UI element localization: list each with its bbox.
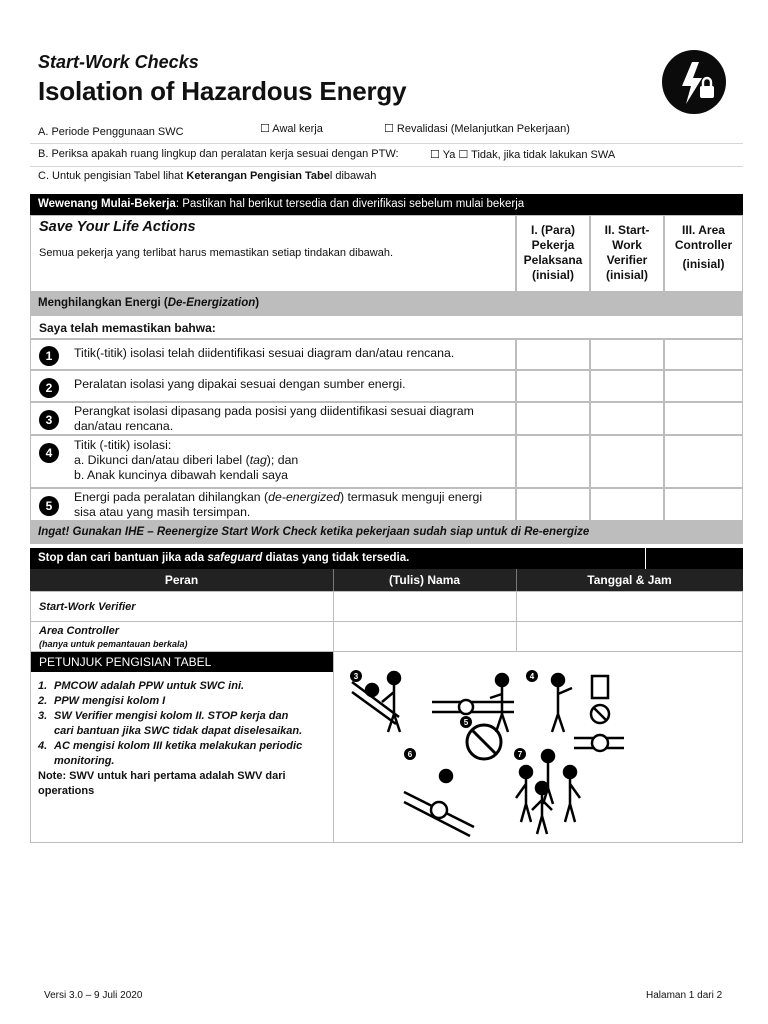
- row-b: [30, 143, 743, 167]
- instructions-list: 1. PMCOW adalah PPW untuk SWC ini. 2. PPW mengisi kolom I 3. SW Verifier mengisi kolom II. STOP kerja dan cari bantuan jika SWC tidak dapat diselesaikan. 4. AC mengisi kolom III ketika melakukan periodic monitoring. Note: SWV untuk hari pertama adalah SWV dari operations: [38, 680, 303, 797]
- remember-bar: Ingat! Gunakan IHE – Reenergize Start Work Check ketika pekerjaan sudah siap untuk di Re-energize: [30, 521, 743, 544]
- col-header-controller: III. Area Controller (inisial): [664, 215, 743, 292]
- sign-table-header: Peran (Tulis) Nama Tanggal & Jam: [30, 569, 743, 591]
- initial-cell-3-pekerja[interactable]: [516, 402, 590, 435]
- items-table: [30, 339, 743, 520]
- confirm-row: Saya telah memastikan bahwa:: [30, 315, 743, 339]
- col-header-verifier: II. Start- Work Verifier (inisial): [590, 215, 664, 292]
- actions-desc: Semua pekerja yang terlibat harus memastikan setiap tindakan dibawah.: [39, 247, 394, 259]
- footer-page: Halaman 1 dari 2: [646, 990, 723, 1001]
- footer-version: Versi 3.0 – 9 Juli 2020: [44, 990, 143, 1001]
- row-a: [30, 120, 743, 144]
- illustration-label-6: 6: [407, 750, 413, 759]
- row-b-label: B. Periksa apakah ruang lingkup dan peralatan kerja sesuai dengan PTW:: [38, 148, 399, 160]
- name-field-verifier[interactable]: [333, 591, 517, 622]
- checkbox-revalidasi[interactable]: ☐ Revalidasi (Melanjutkan Pekerjaan): [384, 123, 570, 135]
- item-number-3: 3: [39, 410, 59, 430]
- actions-title: Save Your Life Actions: [39, 219, 196, 235]
- item-row-5: 5 Energi pada peralatan dihilangkan (de-energized) termasuk menguji energi sisa atau yang masih tersimpan.: [30, 488, 516, 521]
- item-number-1: 1: [39, 346, 59, 366]
- item-row-3: 3 Perangkat isolasi dipasang pada posisi yang diidentifikasi sesuai diagram dan/atau rencana.: [30, 402, 516, 435]
- document-subtitle: Start-Work Checks: [38, 52, 199, 72]
- initial-cell-1-controller[interactable]: [664, 339, 743, 370]
- initial-cell-2-pekerja[interactable]: [516, 370, 590, 402]
- item-number-2: 2: [39, 378, 59, 398]
- actions-header: [30, 215, 516, 292]
- item-row-1: 1 Titik(-titik) isolasi telah diidentifikasi sesuai diagram dan/atau rencana.: [30, 339, 516, 370]
- stop-bar: Stop dan cari bantuan jika ada safeguard diatas yang tidak tersedia.: [30, 548, 743, 569]
- role-area-controller: Area Controller (hanya untuk pemantauan berkala): [30, 621, 334, 652]
- illustration-label-7: 7: [517, 750, 523, 759]
- initial-cell-5-controller[interactable]: [664, 488, 743, 521]
- initial-cell-1-pekerja[interactable]: [516, 339, 590, 370]
- datetime-field-verifier[interactable]: [516, 591, 743, 622]
- col-header-pekerja: I. (Para) Pekerja Pelaksana (inisial): [516, 215, 590, 292]
- initial-cell-3-verifier[interactable]: [590, 402, 664, 435]
- initial-cell-5-verifier[interactable]: [590, 488, 664, 521]
- name-field-controller[interactable]: [333, 621, 517, 652]
- initial-cell-1-verifier[interactable]: [590, 339, 664, 370]
- instructions-title-bar: PETUNJUK PENGISIAN TABEL: [31, 652, 334, 672]
- deenergize-bar: Menghilangkan Energi (De-Energization): [30, 292, 743, 315]
- illustration-label-5: 5: [463, 718, 469, 727]
- item-number-4: 4: [39, 443, 59, 463]
- initial-cell-4-pekerja[interactable]: [516, 435, 590, 488]
- checkbox-ya-tidak[interactable]: ☐ Ya ☐ Tidak, jika tidak lakukan SWA: [430, 149, 616, 161]
- instructions-box: [30, 651, 334, 843]
- isolation-illustration: [333, 651, 743, 843]
- checkbox-awal-kerja[interactable]: ☐ Awal kerja: [260, 123, 323, 135]
- initial-cell-4-verifier[interactable]: [590, 435, 664, 488]
- datetime-field-controller[interactable]: [516, 621, 743, 652]
- initial-cell-2-controller[interactable]: [664, 370, 743, 402]
- document-title: Isolation of Hazardous Energy: [38, 76, 407, 106]
- initial-cell-5-pekerja[interactable]: [516, 488, 590, 521]
- lightning-lock-icon: [662, 50, 726, 114]
- row-c: [30, 166, 743, 188]
- authority-bar: Wewenang Mulai-Bekerja: Pastikan hal berikut tersedia dan diverifikasi sebelum mulai bekerja: [30, 194, 743, 215]
- illustration-label-4: 4: [529, 672, 535, 681]
- initial-cell-4-controller[interactable]: [664, 435, 743, 488]
- row-c-text: C. Untuk pengisian Tabel lihat Keterangan Pengisian Tabel dibawah: [38, 170, 377, 182]
- item-row-4: 4 Titik (-titik) isolasi: a. Dikunci dan/atau diberi label (tag); dan b. Anak kuncinya dibawah kendali saya: [30, 435, 516, 488]
- initial-cell-2-verifier[interactable]: [590, 370, 664, 402]
- role-start-work-verifier: Start-Work Verifier: [30, 591, 334, 622]
- item-number-5: 5: [39, 496, 59, 516]
- illustration-label-3: 3: [353, 672, 359, 681]
- row-a-label: A. Periode Penggunaan SWC: [38, 126, 184, 138]
- initial-cell-3-controller[interactable]: [664, 402, 743, 435]
- item-row-2: 2 Peralatan isolasi yang dipakai sesuai dengan sumber energi.: [30, 370, 516, 402]
